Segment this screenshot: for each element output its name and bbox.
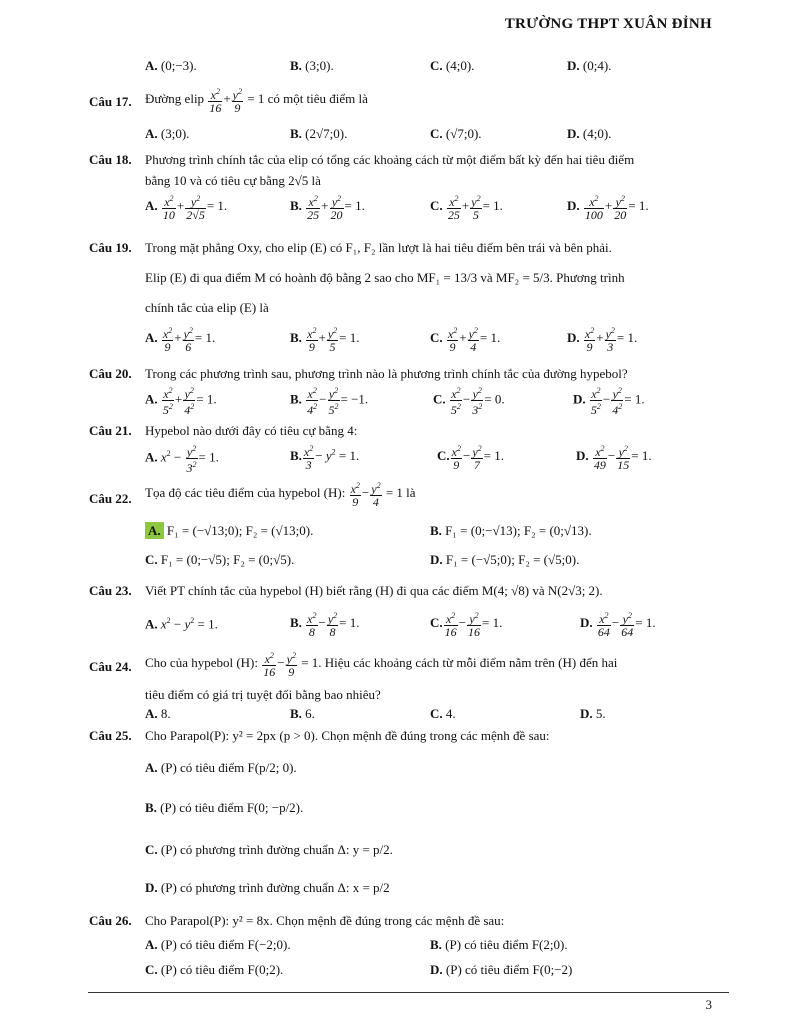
q21-stem: Hypebol nào dưới đây có tiêu cự bằng 4: <box>145 423 358 438</box>
q19-stem-line3: chính tắc của elip (E) là <box>145 300 269 315</box>
q26-option-c[interactable]: C. (P) có tiêu điểm F(0;2). <box>145 962 284 977</box>
q22-option-b[interactable]: B. F₁ = (0;−√13); F₂ = (0;√13). <box>430 523 592 538</box>
q21-option-c[interactable]: C. $\frac{x^2}{9}$ − $\frac{y^2}{7}$ = 1. <box>437 444 504 472</box>
q17-option-b[interactable]: B. (2√7;0). <box>290 126 348 141</box>
q18-option-a[interactable]: A. $\frac{x^2}{10}$ + $\frac{y^2}{2√5}$ = 1. <box>145 194 228 222</box>
q19-stem-line1: Trong mặt phẳng Oxy, cho elip (E) có F₁, F₂ lần lượt là hai tiêu điểm bên trái và bên phải. <box>145 240 612 255</box>
q26-option-a[interactable]: A. (P) có tiêu điểm F(−2;0). <box>145 937 291 952</box>
q18-option-c[interactable]: C. $\frac{x^2}{25}$ + $\frac{y^2}{5}$ = 1. <box>430 194 503 222</box>
q24-option-b[interactable]: B. 6. <box>290 706 315 721</box>
q25-option-c[interactable]: C. (P) có phương trình đường chuẩn Δ: y = p/2. <box>145 842 393 857</box>
q23-label: Câu 23. <box>89 583 132 598</box>
q26-stem: Cho Parapol(P): y² = 8x. Chọn mệnh đề đúng trong các mệnh đề sau: <box>145 913 505 928</box>
q24-stem-line2: tiêu điểm có giá trị tuyệt đối bằng bao nhiêu? <box>145 687 381 702</box>
q24-option-c[interactable]: C. 4. <box>430 706 456 721</box>
q26-label: Câu 26. <box>89 913 132 928</box>
q20-option-d[interactable]: D. $\frac{x^2}{5^2}$ − $\frac{y^2}{4^2}$ = 1. <box>573 386 645 417</box>
q19-option-c[interactable]: C. $\frac{x^2}{9}$ + $\frac{y^2}{4}$ = 1. <box>430 326 501 354</box>
q22-option-a[interactable]: A. F₁ = (−√13;0); F₂ = (√13;0). <box>145 523 313 539</box>
q16-option-b[interactable]: B. (3;0). <box>290 58 334 73</box>
q16-option-d[interactable]: D. (0;4). <box>567 58 612 73</box>
q24-stem-line1: Cho của hypebol (H): $\frac{x^2}{16}$ − $\frac{y^2}{9}$ = 1. Hiệu các khoảng cách từ mỗi điểm nằm trên (H) đến hai <box>145 651 618 679</box>
q19-option-a[interactable]: A. $\frac{x^2}{9}$ + $\frac{y^2}{6}$ = 1. <box>145 326 216 354</box>
q17-option-a[interactable]: A. (3;0). <box>145 126 190 141</box>
q20-option-c[interactable]: C. $\frac{x^2}{5^2}$ − $\frac{y^2}{3^2}$ = 0. <box>433 386 505 417</box>
q21-option-d[interactable]: D. $\frac{x^2}{49}$ − $\frac{y^2}{15}$ = 1. <box>576 444 652 472</box>
q21-option-a[interactable]: A. $x^2$ − $\frac{y^2}{3^2}$ = 1. <box>145 444 219 475</box>
q17-stem: Đường elip $\frac{x^2}{16}$ + $\frac{y^2}{9}$ = 1 có một tiêu điểm là <box>145 87 368 115</box>
q17-label: Câu 17. <box>89 94 132 109</box>
q20-stem: Trong các phương trình sau, phương trình nào là phương trình chính tắc của đường hypebol? <box>145 366 628 381</box>
q23-option-a[interactable]: A. $x^2 - y^2 = 1$. <box>145 616 218 632</box>
q20-option-a[interactable]: A. $\frac{x^2}{5^2}$ + $\frac{y^2}{4^2}$ = 1. <box>145 386 217 417</box>
q25-stem: Cho Parapol(P): y² = 2px (p > 0). Chọn mệnh đề đúng trong các mệnh đề sau: <box>145 728 550 743</box>
school-header: TRƯỜNG THPT XUÂN ĐỈNH <box>504 16 712 32</box>
q22-label: Câu 22. <box>89 491 132 506</box>
q23-option-c[interactable]: C. $\frac{x^2}{16}$ − $\frac{y^2}{16}$ = 1. <box>430 611 503 639</box>
q20-option-b[interactable]: B. $\frac{x^2}{4^2}$ − $\frac{y^2}{5^2}$ = −1. <box>290 386 369 417</box>
q24-option-d[interactable]: D. 5. <box>580 706 606 721</box>
q25-option-a[interactable]: A. (P) có tiêu điểm F(p/2; 0). <box>145 760 297 775</box>
page-number: 3 <box>705 997 712 1012</box>
q25-option-b[interactable]: B. (P) có tiêu điểm F(0; −p/2). <box>145 800 304 815</box>
q21-option-b[interactable]: B. $\frac{x^2}{3}$ − $y^2 = 1$. <box>290 444 360 472</box>
q16-option-c[interactable]: C. (4;0). <box>430 58 475 73</box>
q24-option-a[interactable]: A. 8. <box>145 706 171 721</box>
footer-rule <box>88 992 729 993</box>
q18-stem-line2: bằng 10 và có tiêu cự bằng 2√5 là <box>145 173 321 188</box>
q18-option-b[interactable]: B. $\frac{x^2}{25}$ + $\frac{y^2}{20}$ = 1. <box>290 194 365 222</box>
q23-stem: Viết PT chính tắc của hypebol (H) biết rằng (H) đi qua các điểm M(4; √8) và N(2√3; 2). <box>145 583 603 598</box>
q22-stem: Tọa độ các tiêu điểm của hypebol (H): $\frac{x^2}{9}$ − $\frac{y^2}{4}$ = 1 là <box>145 481 416 509</box>
q23-option-b[interactable]: B. $\frac{x^2}{8}$ − $\frac{y^2}{8}$ = 1. <box>290 611 360 639</box>
q25-option-d[interactable]: D. (P) có phương trình đường chuẩn Δ: x = p/2 <box>145 880 390 895</box>
q18-option-d[interactable]: D. $\frac{x^2}{100}$ + $\frac{y^2}{20}$ = 1. <box>567 194 649 222</box>
q19-option-b[interactable]: B. $\frac{x^2}{9}$ + $\frac{y^2}{5}$ = 1. <box>290 326 360 354</box>
q19-option-d[interactable]: D. $\frac{x^2}{9}$ + $\frac{y^2}{3}$ = 1. <box>567 326 638 354</box>
q23-option-d[interactable]: D. $\frac{x^2}{64}$ − $\frac{y^2}{64}$ = 1. <box>580 611 656 639</box>
q19-label: Câu 19. <box>89 240 132 255</box>
q18-stem-line1: Phương trình chính tắc của elip có tổng các khoảng cách từ một điểm bất kỳ đến hai tiêu điểm <box>145 152 635 167</box>
q22-option-d[interactable]: D. F₁ = (−√5;0); F₂ = (√5;0). <box>430 552 580 567</box>
q26-option-b[interactable]: B. (P) có tiêu điểm F(2;0). <box>430 937 568 952</box>
q25-label: Câu 25. <box>89 728 132 743</box>
q17-option-c[interactable]: C. (√7;0). <box>430 126 482 141</box>
q21-label: Câu 21. <box>89 423 132 438</box>
q20-label: Câu 20. <box>89 366 132 381</box>
q16-option-a[interactable]: A. (0;−3). <box>145 58 197 73</box>
q18-label: Câu 18. <box>89 152 132 167</box>
q19-stem-line2: Elip (E) đi qua điểm M có hoành độ bằng 2 sao cho MF₁ = 13/3 và MF₂ = 5/3. Phương trình <box>145 270 625 285</box>
q26-option-d[interactable]: D. (P) có tiêu điểm F(0;−2) <box>430 962 573 977</box>
q22-option-c[interactable]: C. F₁ = (0;−√5); F₂ = (0;√5). <box>145 552 295 567</box>
q17-option-d[interactable]: D. (4;0). <box>567 126 612 141</box>
q24-label: Câu 24. <box>89 659 132 674</box>
